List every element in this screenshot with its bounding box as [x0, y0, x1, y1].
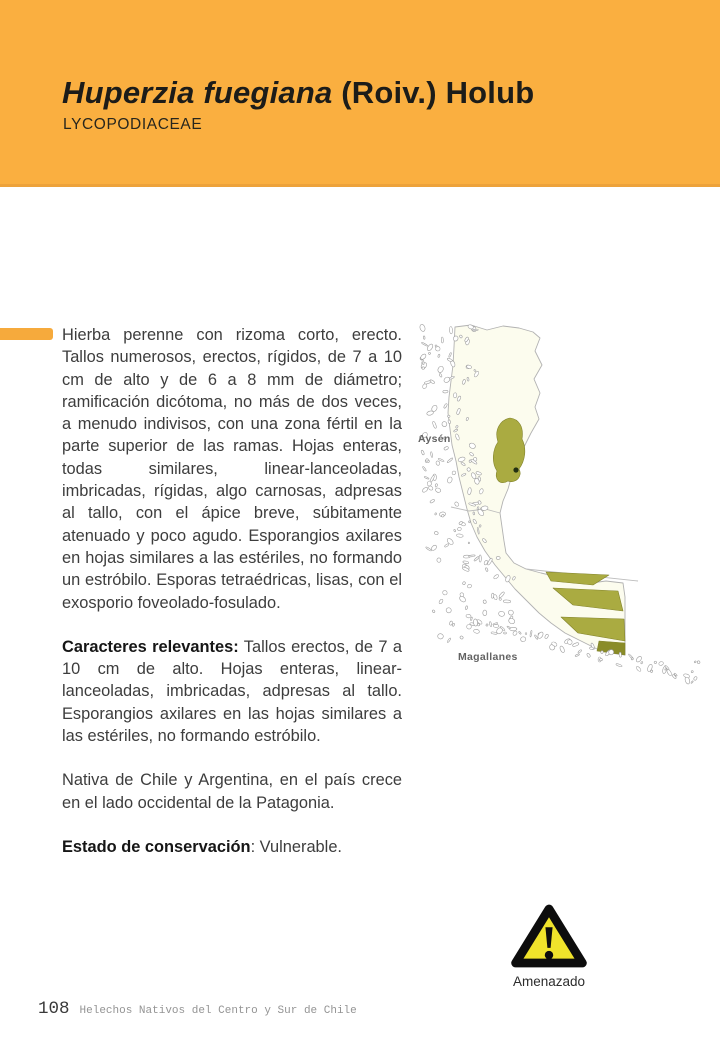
conservation-text: : Vulnerable. — [250, 837, 342, 856]
map-label-magallanes: Magallanes — [458, 651, 518, 663]
distribution-map — [413, 323, 710, 697]
characters-text: Tallos erectos, de 7 a 10 cm de alto. Hojas enteras, linear-lanceoladas, imbricadas, adpresas al tallo. Esporangios axilares en las hojas similares a las estériles, no formando estróbilo. — [62, 637, 402, 746]
map-record-dot — [513, 467, 518, 472]
warning-triangle-icon — [509, 901, 589, 971]
map-label-aysen: Aysén — [418, 433, 451, 445]
conservation-label: Estado de conservación — [62, 837, 251, 856]
section-marker-bar — [0, 328, 53, 340]
conservation-status — [498, 901, 600, 989]
patagonia-map-graphic — [413, 323, 710, 697]
family-name: LYCOPODIACEAE — [63, 116, 203, 133]
page-footer — [38, 999, 357, 1019]
species-authors: (Roiv.) Holub — [332, 75, 535, 110]
description-paragraph: Hierba perenne con rizoma corto, erecto. Tallos numerosos, erectos, rígidos, de 7 a 10 cm de alto y de 6 a 8 mm de diámetro; ramificación dicótoma, no más de dos veces, a menudo indivisos, con una zona fértil en la parte superior de las ramas. Hojas enteras, todas similares, linear-lanceoladas, imbricadas, rígidas, algo carnosas, adpresas al tallo, con el ápice breve, súbitamente atenuado y poco agudo. Esporangios axilares en hojas similares a las estériles, no formando un estróbilo. Esporas tetraédricas, lisas, con el exosporio foveolado-fosulado. — [62, 326, 402, 612]
description-column — [62, 324, 402, 880]
characters-label: Caracteres relevantes: — [62, 637, 239, 656]
characters-paragraph — [62, 636, 402, 747]
page-title — [62, 77, 534, 110]
book-title: Helechos Nativos del Centro y Sur de Chile — [79, 1005, 357, 1017]
conservation-paragraph — [62, 836, 402, 858]
species-name: Huperzia fuegiana — [62, 75, 333, 110]
page-number: 108 — [38, 999, 70, 1019]
header-band — [0, 0, 720, 187]
status-label: Amenazado — [512, 974, 586, 989]
distribution-paragraph: Nativa de Chile y Argentina, en el país crece en el lado occidental de la Patagonia. — [62, 771, 402, 812]
